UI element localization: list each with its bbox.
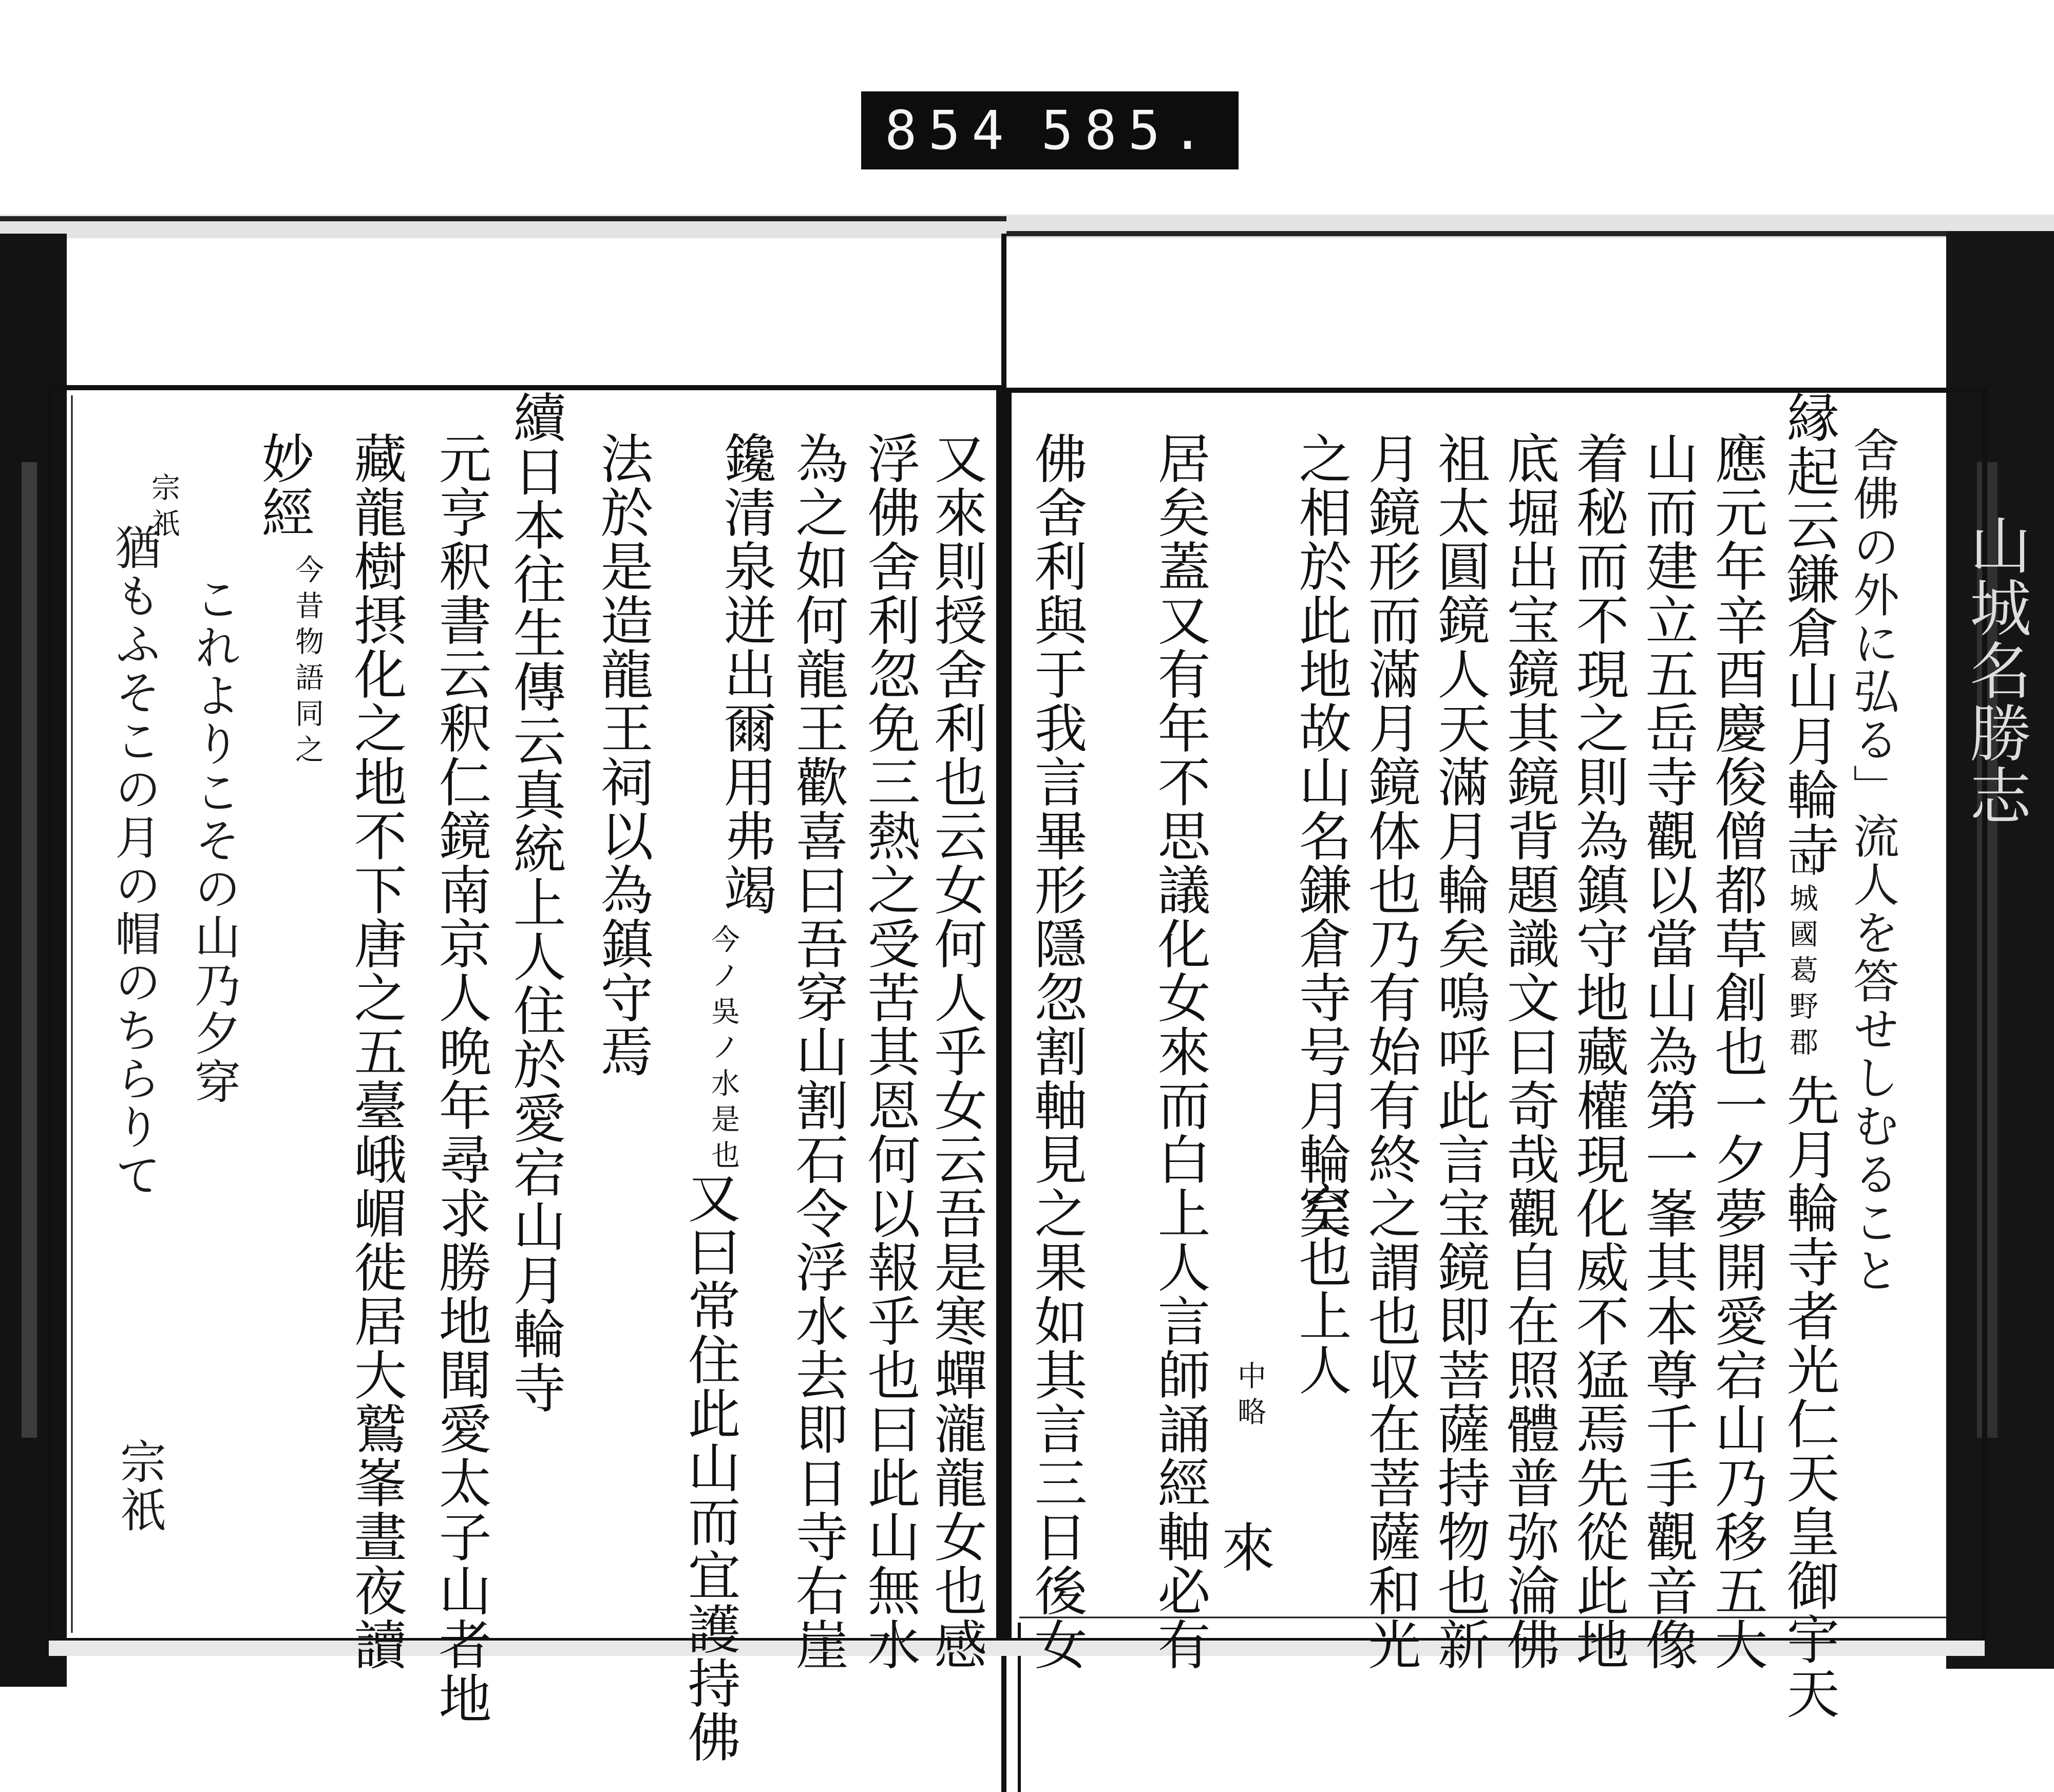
poem-line-1: これよりこその山乃夕穿 bbox=[186, 575, 240, 1106]
right-page-line-2: 縁起云鎌倉山月輪寺 bbox=[1778, 390, 1839, 875]
right-page-line-11: 居矣蓋又有年不思議化女來而白上人言師誦經軸必有 bbox=[1149, 431, 1210, 1671]
left-page-line-4: 鑱清泉迸出爾用弗竭 bbox=[715, 431, 776, 917]
right-page-line-1: 舍佛の外に弘る」流人を答せしむること bbox=[1845, 426, 1899, 1295]
right-page-line-6: 着秘而不現之則為鎮守地藏權現化威不猛焉先從此地 bbox=[1567, 431, 1629, 1671]
left-page-line-1: 又來則授舍利也云女何人乎女云吾是寒蟬瀧龍女也感 bbox=[925, 431, 987, 1671]
left-page-line-9: 妙經 bbox=[253, 431, 314, 539]
left-page-line-7: 元亨釈書云釈仁鏡南京人晩年尋求勝地聞愛太子山者地 bbox=[430, 431, 491, 1725]
right-page-line-3: 先月輪寺者光仁天皇御宇天 bbox=[1778, 1073, 1839, 1720]
right-binding-edge bbox=[1946, 231, 2054, 1669]
left-page-line-5: 法於是造龍王祠以為鎮守焉 bbox=[592, 431, 653, 1078]
left-page-line-3: 為之如何龍王歡喜曰吾穿山割石令浮水去即日寺右崖 bbox=[787, 431, 848, 1671]
catalog-number-right: 585. bbox=[1041, 99, 1215, 162]
left-page-line-4b: 又曰常住此山而宜護持佛 bbox=[679, 1171, 740, 1764]
poem-line-2: 猶もふそこの月の帽のちらりて bbox=[107, 524, 161, 1199]
right-page-note-location: 山城國葛野郡 bbox=[1785, 847, 1818, 1063]
catalog-number-left: 854 bbox=[885, 99, 1015, 162]
right-page-line-5: 山而建立五岳寺觀以當山為第一峯其本尊千手觀音像 bbox=[1637, 431, 1698, 1671]
catalog-number-stamp bbox=[861, 91, 1239, 169]
right-page-line-4: 應元年辛酉慶俊僧都草創也一夕夢開愛宕山乃移五大 bbox=[1706, 431, 1767, 1671]
right-page-line-8: 祖太圓鏡人天滿月輪矣嗚呼此言宝鏡即菩薩持物也新 bbox=[1429, 431, 1490, 1671]
right-page-line-9: 月鏡形而滿月鏡体也乃有始有終之謂也収在菩薩和光 bbox=[1359, 431, 1421, 1671]
right-page-line-10b: 空也上人 bbox=[1290, 1181, 1352, 1397]
right-page-line-12: 佛舍利與于我言畢形隱忽割軸見之果如其言三日後女 bbox=[1025, 431, 1087, 1671]
right-page-line-7: 底堀出宝鏡其鏡背題識文曰奇哉觀自在照體普弥淪佛 bbox=[1498, 431, 1559, 1671]
poem-attribution: 宗祇 bbox=[112, 1438, 166, 1534]
poem-header: 宗祇 bbox=[147, 472, 180, 544]
left-page-line-6: 續日本往生傳云真統上人住於愛宕山月輪寺 bbox=[504, 390, 566, 1415]
left-page-note-water: 今ノ吳ノ水是也 bbox=[707, 924, 740, 1176]
right-page-line-10: 之相於此地故山名鎌倉寺号月輪矣 bbox=[1290, 431, 1352, 1240]
right-page-note-omission: 中略 bbox=[1233, 1361, 1266, 1433]
running-head: 山城名勝志 bbox=[1960, 513, 2031, 827]
left-page-note-konjaku: 今昔物語同之 bbox=[291, 555, 324, 770]
left-page-line-8: 藏龍樹摂化之地不下唐之五臺峨嵋徙居大鷲峯晝夜讀 bbox=[345, 431, 407, 1671]
left-binding-highlight bbox=[22, 462, 37, 1438]
left-page-line-2: 浮佛舍利忽免三熱之受苦其恩何以報乎也曰此山無水 bbox=[859, 431, 920, 1671]
right-page-line-10c: 來 bbox=[1213, 1520, 1275, 1574]
